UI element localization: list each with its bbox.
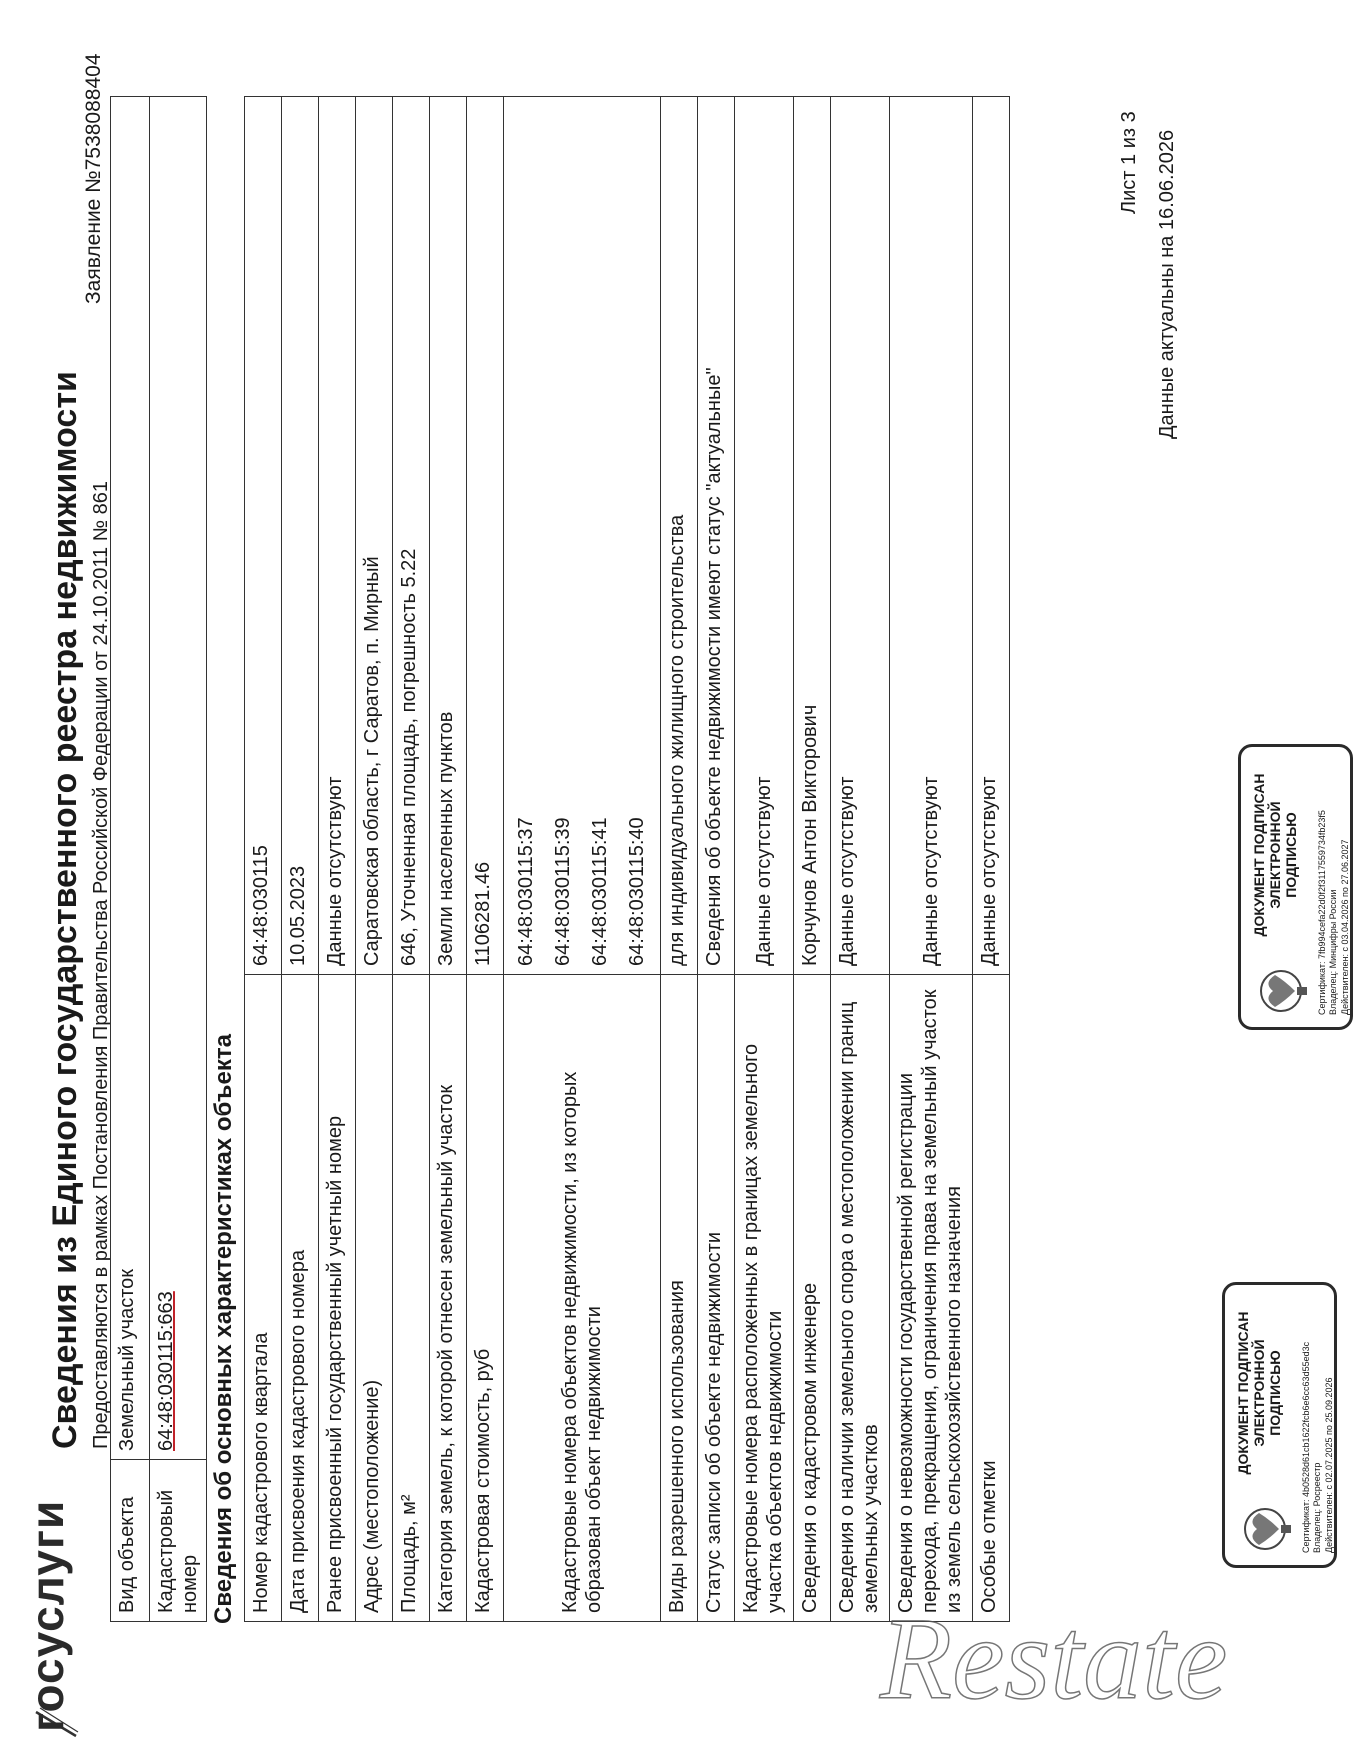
document-title: Сведения из Единого государственного реестра недвижимости [46, 371, 84, 1449]
row-label: Виды разрешенного использования [661, 975, 698, 1622]
stamp-certificate: Сертификат: 7fb994cefa22d0f2f3117559734fb23f5 [1317, 810, 1327, 1015]
stamp-title-line: ДОКУМЕНТ ПОДПИСАН [1251, 773, 1267, 937]
table-row [973, 97, 1010, 1622]
table-row [319, 97, 356, 1622]
table-row [661, 97, 698, 1622]
row-value: 1106281.46 [467, 97, 504, 975]
row-label: Номер кадастрового квартала [245, 975, 282, 1622]
row-value: 646, Уточненная площадь, погрешность 5.22 [393, 97, 430, 975]
table-row [150, 97, 207, 1622]
stamp-title-line: ЭЛЕКТРОННОЙ [1251, 1339, 1268, 1447]
row-label: Ранее присвоенный государственный учетный номер [319, 975, 356, 1622]
stamp-certificate: Сертификат: 4b0528d61cb1622fcb6e6cc63d55ed3c [1301, 1341, 1311, 1553]
stamp-validity: Действителен: с 02.07.2025 по 25.09.2026 [1323, 1377, 1334, 1553]
row-label: Площадь, м² [393, 975, 430, 1622]
table-row [245, 97, 282, 1622]
table-row [698, 97, 735, 1622]
row-value: Данные отсутствуют [319, 97, 356, 975]
source-cadastral-number: 64:48:030115:37 [515, 817, 537, 966]
signature-stamp [1238, 744, 1353, 1030]
row-label: Кадастровые номера расположенных в границах земельного участка объектов недвижимости [735, 975, 794, 1622]
table-row [890, 97, 973, 1622]
row-value: 10.05.2023 [282, 97, 319, 975]
row-value: Земельный участок [111, 97, 150, 1460]
table-row [111, 97, 150, 1622]
signature-stamp [1222, 1282, 1337, 1568]
row-value: Данные отсутствуют [890, 97, 973, 975]
row-label: Дата присвоения кадастрового номера [282, 975, 319, 1622]
source-cadastral-number: 64:48:030115:41 [589, 817, 611, 966]
table-row [430, 97, 467, 1622]
stamp-details [1317, 810, 1351, 1015]
coat-of-arms-icon [1239, 1503, 1295, 1555]
row-value: 64:48:030115 [245, 97, 282, 975]
source-cadastral-number: 64:48:030115:40 [626, 817, 648, 966]
stamp-title [1251, 755, 1299, 955]
stamp-title [1235, 1293, 1283, 1493]
row-value: для индивидуального жилищного строительства [661, 97, 698, 975]
table-row [504, 97, 661, 1622]
row-value: Саратовская область, г Саратов, п. Мирный [356, 97, 393, 975]
row-value: Корчунов Антон Викторович [794, 97, 831, 975]
stamp-title-line: ПОДПИСЬЮ [1267, 1350, 1284, 1436]
source-cadastral-number: 64:48:030115:39 [552, 817, 574, 966]
section-title: Сведения об основных характеристиках объекта [210, 1034, 237, 1624]
row-label: Адрес (местоположение) [356, 975, 393, 1622]
row-value-cell [150, 97, 207, 1460]
table-row [467, 97, 504, 1622]
cadastral-number: 64:48:030115:663 [155, 1291, 177, 1451]
stamp-title-line: ПОДПИСЬЮ [1283, 812, 1300, 898]
row-label: Особые отметки [973, 975, 1010, 1622]
row-label: Статус записи об объекте недвижимости [698, 975, 735, 1622]
table-row [282, 97, 319, 1622]
application-number: Заявление №7538088404 [82, 53, 105, 304]
characteristics-table [244, 96, 1010, 1622]
stamp-validity: Действителен: с 03.04.2026 по 27.06.2027 [1339, 839, 1350, 1015]
row-label: Кадастровая стоимость, руб [467, 975, 504, 1622]
row-value: Данные отсутствуют [973, 97, 1010, 975]
row-label: Кадастровые номера объектов недвижимости, из которых образован объект недвижимости [504, 975, 661, 1622]
stamp-details [1301, 1342, 1335, 1553]
document-subtitle: Предоставляются в рамках Постановления Правительства Российской Федерации от 24.10.2011 № 861 [90, 480, 112, 1449]
row-label: Кадастровый номер [150, 1460, 207, 1622]
table-row [356, 97, 393, 1622]
row-value: Данные отсутствуют [735, 97, 794, 975]
row-label: Сведения о наличии земельного спора о местоположении границ земельных участков [831, 975, 890, 1622]
table-row [794, 97, 831, 1622]
watermark: Restate [880, 1593, 1228, 1724]
object-table [110, 96, 207, 1622]
stamp-owner: Владелец: Росреестр [1312, 1462, 1323, 1553]
stamp-title-line: ДОКУМЕНТ ПОДПИСАН [1235, 1311, 1251, 1475]
coat-of-arms-icon [1255, 965, 1311, 1017]
sheet-number: Лист 1 из 3 [1118, 111, 1140, 214]
actuality-date: Данные актуальны на 16.06.2026 [1156, 129, 1178, 439]
table-row [393, 97, 430, 1622]
row-value: Сведения об объекте недвижимости имеют статус "актуальные" [698, 97, 735, 975]
row-values-cell [504, 97, 661, 975]
row-label: Сведения о кадастровом инженере [794, 975, 831, 1622]
row-value: Данные отсутствуют [831, 97, 890, 975]
row-value: Земли населенных пунктов [430, 97, 467, 975]
table-row [735, 97, 794, 1622]
row-label: Сведения о невозможности государственной регистрации перехода, прекращения, ограничения права на земельный участок из земель сельскохозяйственного назначения [890, 975, 973, 1622]
stamp-title-line: ЭЛЕКТРОННОЙ [1267, 801, 1284, 909]
gosuslugi-logo: госуслуги [21, 1499, 73, 1732]
table-row [831, 97, 890, 1622]
row-label: Категория земель, к которой отнесен земельный участок [430, 975, 467, 1622]
row-label: Вид объекта [111, 1460, 150, 1622]
stamp-owner: Владелец: Минцифры России [1328, 889, 1339, 1015]
